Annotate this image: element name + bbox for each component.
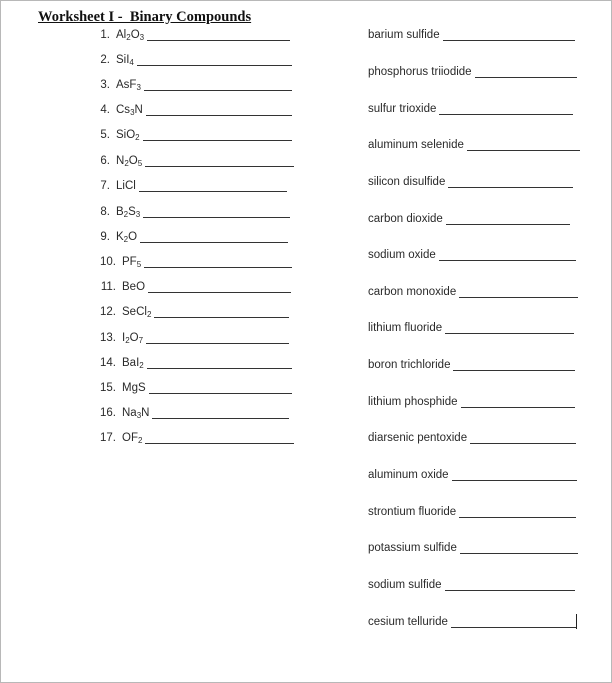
compound-name: cesium telluride <box>368 616 448 628</box>
chemical-formula: SeCl$_2$ <box>122 306 152 319</box>
chemical-formula: $Na_3N$ <box>122 407 150 420</box>
answer-line[interactable] <box>146 115 292 116</box>
text-cursor <box>576 614 577 629</box>
worksheet-title: Worksheet I - Binary Compounds <box>38 9 252 25</box>
chemical-formula: $Cs_3N$ <box>116 104 143 117</box>
compound-name: potassium sulfide <box>368 542 457 554</box>
item-number: 12. <box>100 306 116 318</box>
answer-line[interactable] <box>451 627 577 628</box>
answer-line[interactable] <box>144 267 292 268</box>
answer-line[interactable] <box>148 292 291 293</box>
compound-name: lithium fluoride <box>368 322 443 334</box>
chemical-formula: BeO <box>122 281 146 293</box>
answer-line[interactable] <box>145 166 294 167</box>
item-number: 5. <box>100 129 110 141</box>
compound-name: carbon monoxide <box>368 286 457 298</box>
item-number: 16. <box>100 407 116 419</box>
answer-line[interactable] <box>439 260 576 261</box>
answer-line[interactable] <box>459 297 578 298</box>
answer-line[interactable] <box>467 150 580 151</box>
compound-name: phosphorus triiodide <box>368 66 472 78</box>
answer-line[interactable] <box>145 443 294 444</box>
answer-line[interactable] <box>443 40 575 41</box>
item-number: 7. <box>100 180 110 192</box>
answer-line[interactable] <box>137 65 292 66</box>
item-number: 1. <box>100 29 110 41</box>
answer-line[interactable] <box>143 217 290 218</box>
compound-name: aluminum selenide <box>368 139 464 151</box>
answer-line[interactable] <box>152 418 289 419</box>
formula-item <box>100 103 143 117</box>
compound-name: sodium sulfide <box>368 579 442 591</box>
answer-line[interactable] <box>448 187 573 188</box>
formula-item <box>100 28 144 42</box>
answer-line[interactable] <box>445 333 574 334</box>
answer-line[interactable] <box>475 77 577 78</box>
formula-item <box>100 255 141 269</box>
formula-item <box>100 128 140 142</box>
formula-item <box>100 280 145 294</box>
item-number: 6. <box>100 155 110 167</box>
item-number: 14. <box>100 357 116 369</box>
item-number: 2. <box>100 54 110 66</box>
compound-name: sulfur trioxide <box>368 103 437 115</box>
formula-item <box>100 230 137 244</box>
item-number: 8. <box>100 206 110 218</box>
item-number: 3. <box>100 79 110 91</box>
item-number: 11. <box>100 281 116 293</box>
item-number: 15. <box>100 382 116 394</box>
item-number: 10. <box>100 256 116 268</box>
compound-name: lithium phosphide <box>368 396 458 408</box>
formula-item <box>100 381 146 395</box>
answer-line[interactable] <box>453 370 575 371</box>
answer-line[interactable] <box>146 343 289 344</box>
formula-item <box>100 431 142 445</box>
formula-item <box>100 331 143 345</box>
compound-name: barium sulfide <box>368 29 440 41</box>
compound-name: aluminum oxide <box>368 469 449 481</box>
formula-item <box>100 179 136 193</box>
chemical-formula: SiI$_4$ <box>116 54 134 67</box>
chemical-formula: $Al_2O_3$ <box>116 29 145 42</box>
compound-name: carbon dioxide <box>368 213 443 225</box>
formula-item <box>100 53 134 67</box>
compound-name: diarsenic pentoxide <box>368 432 468 444</box>
answer-line[interactable] <box>446 224 570 225</box>
compound-name: silicon disulfide <box>368 176 446 188</box>
chemical-formula: MgS <box>122 382 146 394</box>
answer-line[interactable] <box>470 443 576 444</box>
answer-line[interactable] <box>452 480 577 481</box>
chemical-formula: $K_2O$ <box>116 231 138 244</box>
answer-line[interactable] <box>149 393 292 394</box>
answer-line[interactable] <box>439 114 573 115</box>
formula-item <box>100 305 151 319</box>
item-number: 4. <box>100 104 110 116</box>
answer-line[interactable] <box>154 317 289 318</box>
formula-item <box>100 78 141 92</box>
compound-name: strontium fluoride <box>368 506 457 518</box>
formula-item <box>100 406 149 420</box>
compound-name: boron trichloride <box>368 359 451 371</box>
answer-line[interactable] <box>147 368 292 369</box>
chemical-formula: LiCl <box>116 180 136 192</box>
item-number: 17. <box>100 432 116 444</box>
answer-line[interactable] <box>144 90 292 91</box>
chemical-formula: $PF_5$ <box>122 256 142 269</box>
answer-line[interactable] <box>460 553 578 554</box>
compound-name: sodium oxide <box>368 249 436 261</box>
chemical-formula: $N_2O_5$ <box>116 155 143 168</box>
chemical-formula: AsF$_3$ <box>116 79 141 92</box>
chemical-formula: BaI$_2$ <box>122 357 144 370</box>
formula-item <box>100 205 140 219</box>
answer-line[interactable] <box>445 590 575 591</box>
item-number: 9. <box>100 231 110 243</box>
chemical-formula: $I_2O_7$ <box>122 332 144 345</box>
answer-line[interactable] <box>147 40 290 41</box>
answer-line[interactable] <box>461 407 575 408</box>
answer-line[interactable] <box>143 140 292 141</box>
formula-item <box>100 356 144 370</box>
chemical-formula: SiO$_2$ <box>116 129 140 142</box>
item-number: 13. <box>100 332 116 344</box>
answer-line[interactable] <box>459 517 576 518</box>
chemical-formula: $OF_2$ <box>122 432 143 445</box>
formula-item <box>100 154 142 168</box>
chemical-formula: $B_2S_3$ <box>116 206 141 219</box>
answer-line[interactable] <box>139 191 287 192</box>
answer-line[interactable] <box>140 242 288 243</box>
